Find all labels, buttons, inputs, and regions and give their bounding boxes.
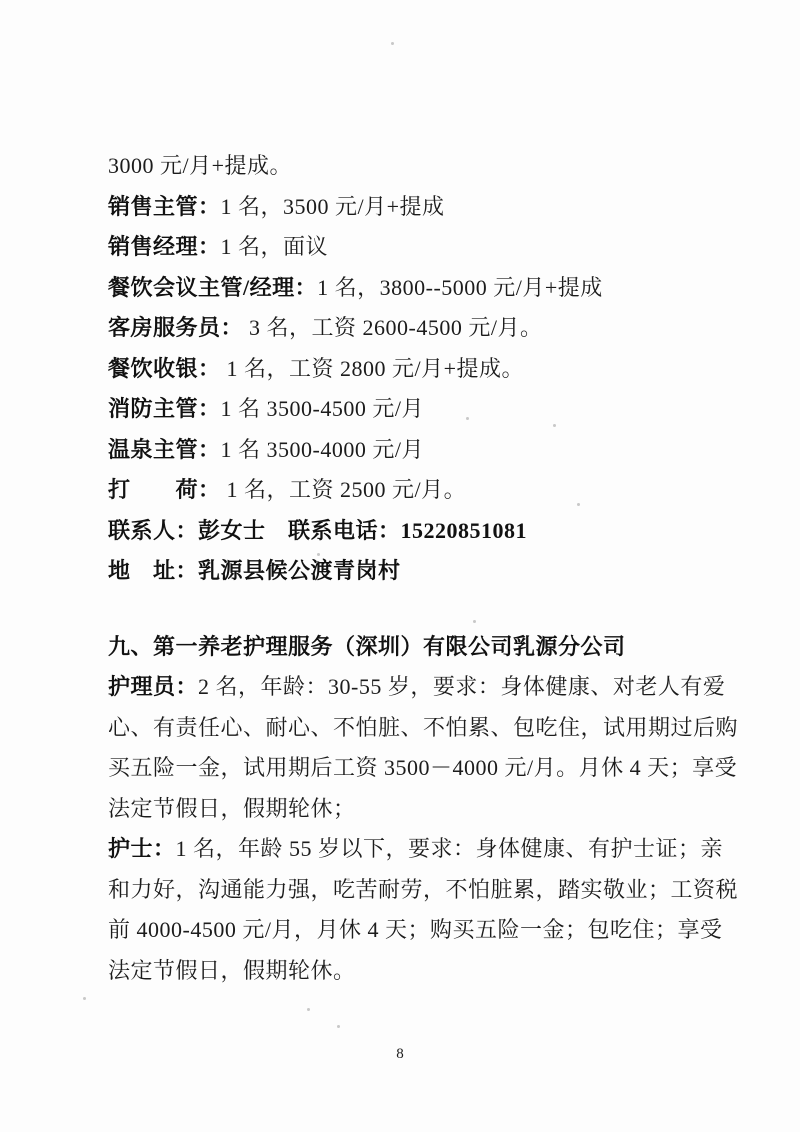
job-line-catering-cashier: [108, 349, 726, 390]
job-detail: 买五险一金，试用期后工资 3500－4000 元/月。月休 4 天；享受: [108, 755, 738, 780]
scan-speck: [317, 553, 320, 556]
scan-speck: [83, 997, 86, 1000]
job-detail: 1 名 3500-4500 元/月: [220, 396, 424, 421]
job-line-sales-supervisor: [108, 187, 726, 228]
job-detail: 1 名，工资 2500 元/月。: [220, 477, 467, 502]
job-line-fire-safety-supervisor: [108, 389, 726, 430]
job-label: 消防主管：: [108, 396, 221, 421]
job-detail: 2 名，年龄：30-55 岁，要求：身体健康、对老人有爱: [198, 674, 726, 699]
nurse-line-4: [108, 951, 726, 992]
job-detail: 前 4000-4500 元/月，月休 4 天；购买五险一金；包吃住；享受: [108, 917, 723, 942]
job-detail: 3000 元/月+提成。: [108, 153, 293, 178]
scan-speck: [577, 503, 580, 506]
nurse-line-2: [108, 870, 739, 911]
job-line-kitchen-helper: [108, 470, 726, 511]
scan-speck: [553, 424, 556, 427]
job-detail: 法定节假日，假期轮休。: [108, 957, 356, 983]
job-detail: 1 名，工资 2800 元/月+提成。: [220, 355, 525, 381]
job-label: 销售经理：: [108, 234, 221, 259]
job-detail: 1 名，年龄 55 岁以下，要求：身体健康、有护士证；亲: [175, 836, 724, 861]
job-line-hot-spring-supervisor: [108, 430, 726, 471]
caregiver-line-3: [108, 748, 738, 789]
scan-speck: [473, 620, 476, 623]
scan-speck: [337, 1025, 340, 1028]
page-number: 8: [396, 1046, 404, 1062]
caregiver-line-1: [108, 667, 726, 708]
job-detail: 3 名，工资 2600-4500 元/月。: [243, 315, 543, 340]
nurse-line-1: [108, 829, 726, 870]
contact-info: 联系人：彭女士 联系电话：15220851081: [108, 517, 528, 543]
job-detail: 1 名 3500-4000 元/月: [220, 436, 424, 462]
job-line-salary-continuation: [108, 146, 726, 187]
job-label: 打 荷：: [108, 477, 221, 502]
job-label: 餐饮会议主管/经理：: [108, 274, 318, 300]
job-line-sales-manager: [108, 227, 726, 268]
address-line: [108, 551, 726, 592]
nurse-line-3: [108, 910, 726, 951]
job-label: 护士：: [108, 836, 176, 861]
job-detail: 和力好，沟通能力强，吃苦耐劳，不怕脏累，踏实敬业；工资税: [108, 876, 739, 902]
job-line-room-attendant: [108, 308, 726, 349]
job-detail: 1 名，3500 元/月+提成: [220, 193, 445, 219]
job-label: 护理员：: [108, 674, 199, 699]
scan-speck: [391, 42, 394, 45]
job-label: 温泉主管：: [108, 436, 221, 462]
job-line-catering-conference-manager: [108, 268, 726, 309]
caregiver-line-4: [108, 789, 726, 830]
contact-line: [108, 511, 726, 552]
caregiver-line-2: [108, 708, 739, 749]
job-label: 餐饮收银：: [108, 355, 221, 381]
scan-speck: [307, 1008, 310, 1011]
scan-speck: [347, 878, 350, 881]
section-nine-heading: 九、第一养老护理服务（深圳）有限公司乳源分公司: [108, 633, 626, 659]
job-label: 客房服务员：: [108, 315, 244, 340]
document-body: [108, 146, 739, 991]
job-detail: 1 名，3800--5000 元/月+提成: [317, 274, 603, 300]
scan-speck: [466, 417, 469, 420]
job-detail: 法定节假日，假期轮休；: [108, 795, 356, 821]
job-detail: 心、有责任心、耐心、不怕脏、不怕累、包吃住，试用期过后购: [108, 714, 739, 740]
job-label: 销售主管：: [108, 193, 221, 219]
job-detail: 1 名，面议: [220, 234, 329, 259]
address-info: 地 址：乳源县候公渡青岗村: [108, 558, 401, 583]
